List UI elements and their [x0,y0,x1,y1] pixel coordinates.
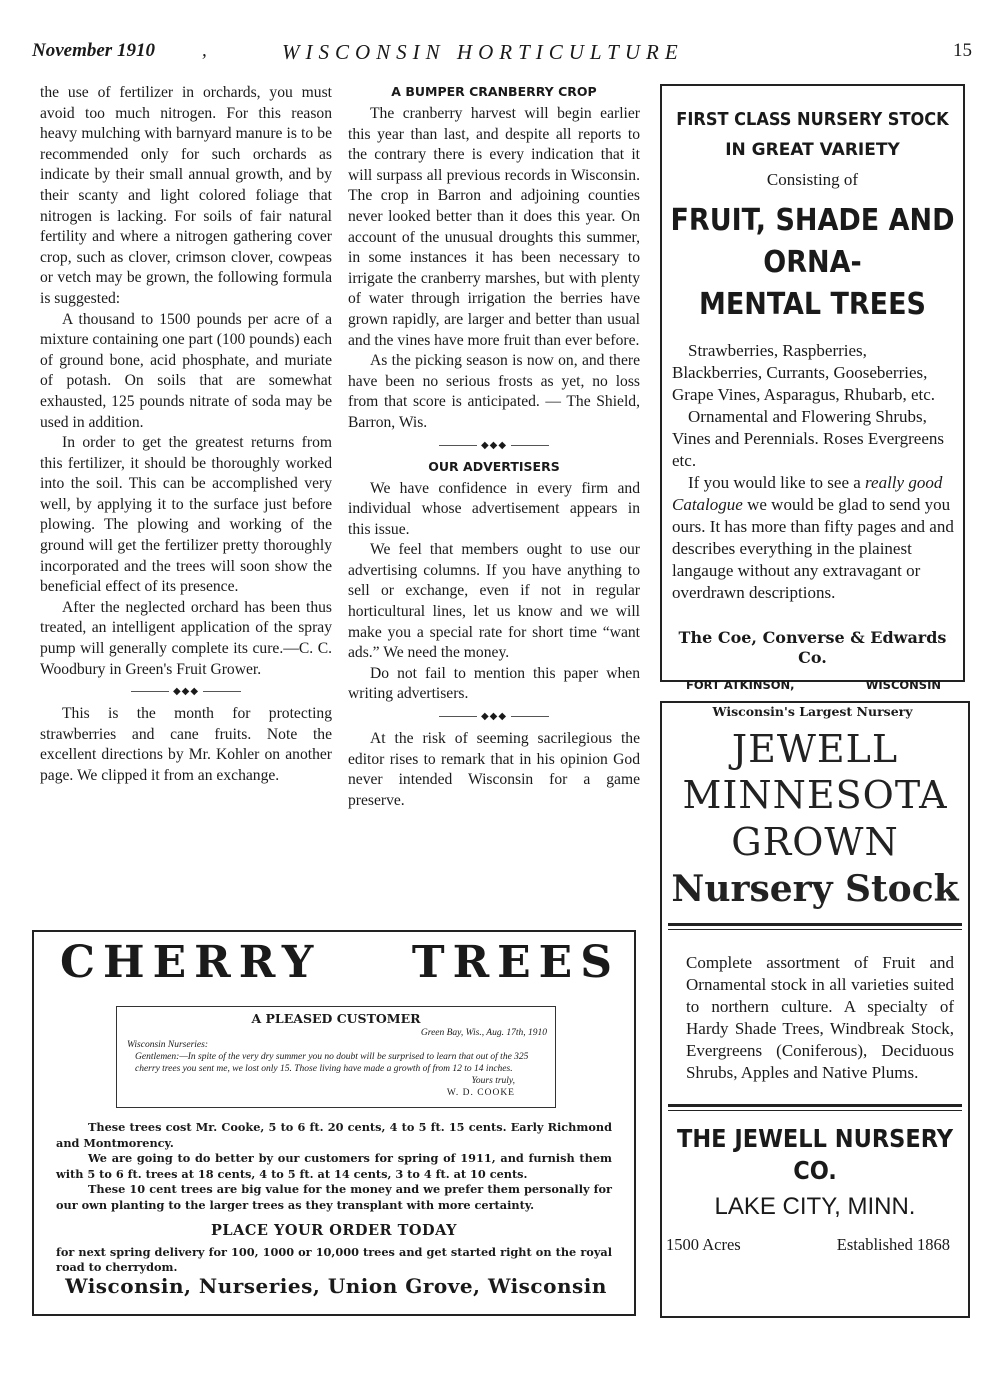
divider-ornament: ◆◆◆ [480,711,508,723]
order-heading: PLACE YOUR ORDER TODAY [211,1222,457,1239]
coe-headline: FIRST CLASS NURSERY STOCK [676,109,949,130]
advertisers-heading: OUR ADVERTISERS [428,458,560,474]
coe-paragraph: Ornamental and Flowering Shrubs, Vines and Perennials. Roses Evergreens etc. [672,407,945,470]
cherry-paragraph: We are going to do better by our customers for spring of 1911, and furnish them with 5 to 6 ft. trees at 18 cents, 4 to 5 ft. at 14 cents, 3 to 4 ft. at 10 cents. [56,1151,612,1181]
jewell-city: LAKE CITY, MINN. [714,1193,916,1220]
letter-salutation: Wisconsin Nurseries: [127,1040,209,1050]
coe-state: WISCONSIN [865,678,941,692]
cherry-description [56,1120,612,1276]
coe-paragraph: Strawberries, Raspberries, Blackberries, Currants, Gooseberries, Grape Vines, Asparagus, Rhubarb, etc. [672,341,936,404]
fertilizer-paragraph: the use of fertilizer in orchards, you must avoid too much nitrogen. For this reason heavy mulching with barnyard manure is to be recommended only for such orchards as indicate by their small annual growth, and by their scanty and light colored foliage that nitrogen is lacking. For soils of fair natural fertility and where a nitrogen gathering cover crop, such as clover, crimson clover, cowpeas or vetch may be grown, the following formula is suggested: [40,84,332,307]
issue-date: November 1910 [32,40,155,61]
article-column-news [348,83,640,811]
jewell-established: Established 1868 [836,1235,950,1254]
running-header [32,40,972,66]
cherry-title-left: CHERRY [60,937,322,988]
jewell-footer [662,1235,968,1259]
coe-city: FORT ATKINSON, [686,678,795,692]
divider-ornament: ◆◆◆ [172,686,200,698]
fertilizer-paragraph: After the neglected orchard has been thus treated, an intelligent application of the spray pump will generally complete its cure.—C. C. Woodbury in Green's Fruit Grower. [40,598,332,678]
coe-trees-line-1: FRUIT, SHADE AND ORNA- [670,203,955,280]
cherry-trees-advertisement [32,930,636,1316]
jewell-description: Complete assortment of Fruit and Ornamental stock in all varieties suited to northern culture. A specialty of Hardy Shade Trees, Windbreak Stock, Evergreens (Coniferous), Deciduous Shrubs, Apples and Native Plums. [686,953,954,1082]
coe-firm-name: The Coe, Converse & Edwards Co. [678,628,947,667]
section-divider [348,709,640,725]
cherry-title-right: TREES [411,937,620,988]
cherry-paragraph: These 10 cent trees are big value for the money and we prefer them personally for our own planting to the larger trees as they transplant with more certainty. [56,1182,612,1212]
coe-trees-line-2: MENTAL TREES [699,287,926,322]
advertisers-paragraph: We have confidence in every firm and individual whose advertisement appears in this issue. [348,479,640,538]
fertilizer-paragraph: A thousand to 1500 pounds per acre of a mixture containing one part (100 pounds) each of ground bone, acid phosphate, and muriate of potash. On soils that are somewhat exhausted, 125 pounds nitrate of soda may be used in addition. [40,310,332,431]
cherry-title [60,936,620,990]
letter-date: Green Bay, Wis., Aug. 17th, 1910 [420,1028,547,1038]
cranberry-paragraph: As the picking season is now on, and there have been no serious frosts as yet, no loss from that score is anticipated. — The Shield, Barron, Wis. [348,352,640,431]
page-number: 15 [953,40,972,61]
cherry-paragraph: These trees cost Mr. Cooke, 5 to 6 ft. 20 cents, 4 to 5 ft. 15 cents. Early Richmond and Montmorency. [56,1120,612,1150]
order-text: for next spring delivery for 100, 1000 or 10,000 trees and get started right on the royal road to cherrydom. [56,1244,612,1274]
jewell-firm-name: THE JEWELL NURSERY CO. [677,1124,953,1185]
cranberry-heading: A BUMPER CRANBERRY CROP [391,84,597,99]
letter-close: Yours truly, [471,1076,515,1086]
jewell-title-line-1: JEWELL [731,727,899,771]
coe-nursery-advertisement [660,84,965,719]
jewell-title-line-3: GROWN [731,820,899,864]
cranberry-paragraph: The cranberry harvest will begin earlier this year than last, and despite all reports to the contrary there is every indication that it will surpass all previous records in Wisconsin. The crop in Barron and adjoining counties never looked better than it does this year. On account of the unusual droughts this summer, in some instances it has been necessary to irrigate the cranberry marshes, but with plenty of water through irrigation the berries have grown rapidly, are larger and better than usual and the vines have more fruit than ever before. [348,105,640,349]
header-comma: , [202,40,207,61]
double-rule-divider [668,923,962,930]
coe-tagline: Wisconsin's Largest Nursery [712,704,913,719]
editor-note: This is the month for protecting strawberries and cane fruits. Note the excellent directions by Mr. Kohler on another page. We clipped it from an exchange. [40,705,332,784]
double-rule-divider [668,1104,962,1111]
fertilizer-paragraph: In order to get the greatest returns from this fertilizer, it should be thoroughly worked into the soil. This can be accomplished very well, by applying it to the surface just before plowing. The plowing and working of the ground will get the fertilizer pretty thoroughly incorporated and the trees will soon show the beneficial effect of its presence. [40,434,332,596]
ad-top-rule [32,930,636,932]
jewell-title-line-4: Nursery Stock [671,868,959,910]
cherry-firm-name: Wisconsin, Nurseries, Union Grove, Wisconsin [65,1274,607,1298]
closing-remark: At the risk of seeming sacrilegious the editor rises to remark that in his opinion God never intended Wisconsin for a game preserve. [348,730,640,809]
journal-title: WISCONSIN HORTICULTURE [282,40,684,64]
jewell-title-line-2: MINNESOTA [682,773,948,817]
article-column-fertilizer [40,83,332,787]
divider-ornament: ◆◆◆ [480,439,508,451]
coe-description [662,340,963,604]
advertisers-paragraph: Do not fail to mention this paper when writing advertisers. [348,664,640,703]
testimonial-letter [116,1006,556,1108]
letter-body: Gentlemen:—In spite of the very dry summer you no doubt will be surprised to learn that out of the 325 cherry trees you sent me, we lost only 15. Those living have made a growth of from 12 to 14 inches. [135,1052,529,1074]
coe-emphasis: really good Catalogue [672,473,943,514]
advertisers-paragraph: We feel that members ought to use our advertising columns. If you have anything to sell or exchange, even if not in regular horticultural lines, let us know and we will make you a special rate for short time “want ads.” We need the money. [348,541,640,662]
jewell-nursery-advertisement [660,701,970,1318]
letter-signature: W. D. COOKE [446,1088,515,1098]
jewell-acres: 1500 Acres [666,1235,741,1254]
letter-heading: A PLEASED CUSTOMER [251,1011,421,1026]
coe-catalogue-paragraph: If you would like to see a really good Catalogue we would be glad to send you ours. It has more than fifty pages and and describes everything in the plainest langauge without any extravagant or overdrawn descriptions. [672,473,954,602]
section-divider [348,438,640,454]
section-divider [40,684,332,700]
coe-consisting: Consisting of [766,170,859,189]
coe-subheadline: IN GREAT VARIETY [725,140,900,160]
coe-location [662,678,963,696]
